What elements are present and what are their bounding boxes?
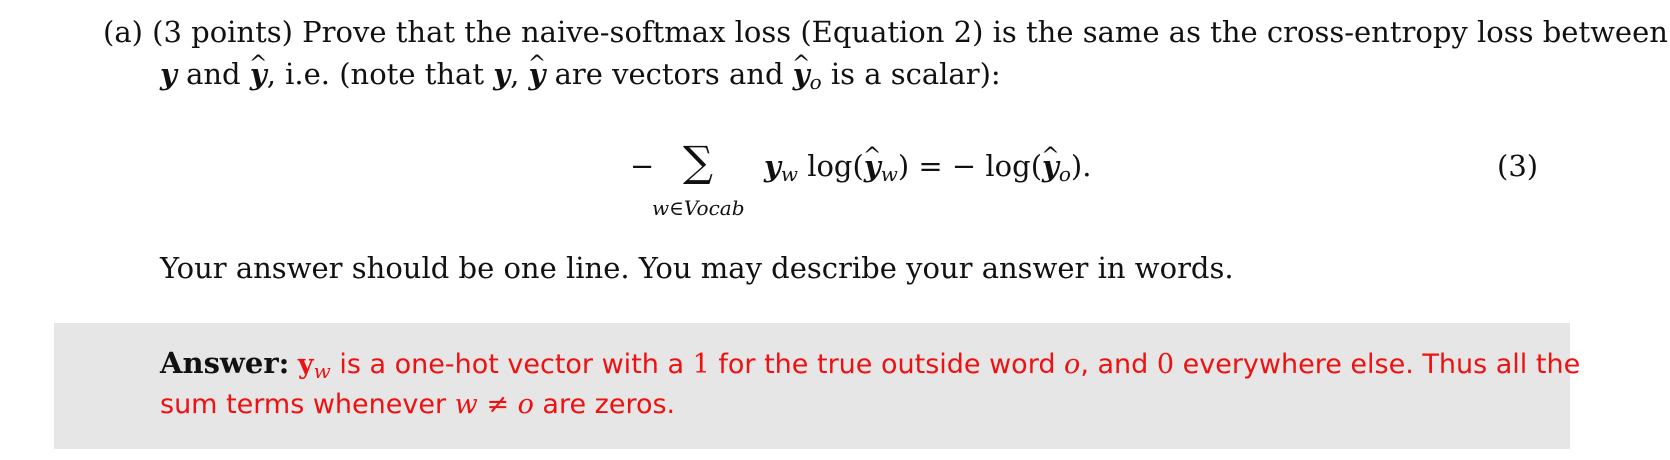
answer-text-2: for the true outside word (709, 349, 1065, 380)
question-text: Prove that the naive-softmax loss (Equation 2) is the same as the cross-entropy loss between (302, 15, 1668, 49)
eq-rhs-yhat: ^ y (1042, 148, 1059, 184)
answer-line-2 (160, 388, 675, 422)
answer-y-sub: w (313, 359, 331, 383)
symbol-yhat: ^ y (250, 56, 267, 92)
answer-o2: o (517, 389, 534, 420)
symbol-y-vec: y (493, 57, 511, 91)
symbol-yhat-o: ^ y (793, 56, 810, 92)
eq-close1: ) (897, 149, 910, 183)
equation-number: (3) (1497, 149, 1539, 183)
subscript-o: o (809, 70, 822, 94)
eq-y: y (764, 149, 781, 183)
answer-line2-text-1: sum terms whenever (160, 389, 455, 420)
answer-box (54, 323, 1570, 449)
answer-zero: 0 (1156, 349, 1175, 380)
eq-equals: = − log( (909, 149, 1043, 183)
answer-label: Answer: (160, 346, 290, 380)
equation-minus: − (630, 149, 655, 183)
answer-w: w (454, 389, 478, 420)
equation-body (764, 148, 1091, 184)
answer-text-1: is a one-hot vector with a (330, 349, 693, 380)
answer-neq: ≠ (477, 389, 518, 420)
answer-text-4: everywhere else. Thus all the (1174, 349, 1581, 380)
summation-index: w∈Vocab (652, 196, 745, 220)
answer-one: 1 (692, 349, 710, 380)
answer-text-3: , and (1080, 349, 1157, 380)
eq-yhat: ^ y (864, 148, 881, 184)
symbol-yhat-vec: ^ y (529, 56, 546, 92)
comma-text: , (510, 57, 529, 91)
scalar-text: is a scalar): (821, 57, 1001, 91)
answer-line2-text-2: are zeros. (533, 389, 676, 420)
and-text: and (176, 57, 250, 91)
answer-o: o (1064, 349, 1081, 380)
eq-rhs-sub: o (1058, 162, 1071, 186)
vectors-text: are vectors and (545, 57, 793, 91)
points-label: (3 points) (152, 15, 293, 49)
symbol-y: y (160, 57, 177, 91)
answer-y: y (297, 349, 314, 380)
instruction-text: Your answer should be one line. You may describe your answer in words. (160, 251, 1234, 285)
eq-yhat-sub: w (880, 162, 898, 186)
eq-y-sub: w (780, 162, 798, 186)
eq-log1: log( (797, 149, 864, 183)
part-label: (a) (103, 15, 143, 49)
question-line-1 (103, 14, 1668, 50)
question-line-2 (160, 56, 1001, 92)
ie-text: , i.e. (note that (266, 57, 494, 91)
eq-close2: ). (1070, 149, 1092, 183)
summation-sign: ∑ (683, 137, 713, 186)
answer-line-1 (160, 346, 1580, 382)
